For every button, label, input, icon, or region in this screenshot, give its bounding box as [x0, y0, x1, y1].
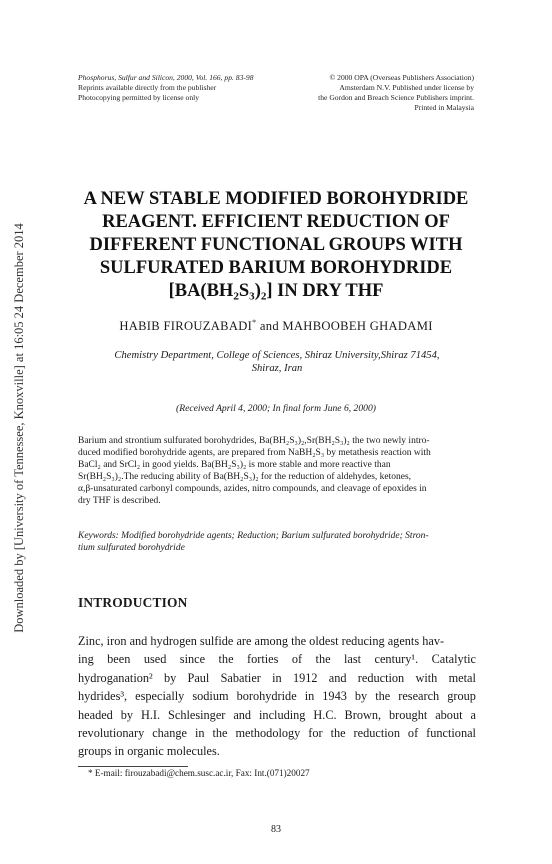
affiliation-line: Chemistry Department, College of Sciences, Shiraz University,Shiraz 71454, [114, 350, 440, 361]
body-line [78, 687, 476, 705]
copyright-notice [318, 73, 474, 113]
body-word: with [415, 670, 438, 685]
body-word: Catalytic [431, 652, 476, 667]
title-line: A NEW STABLE MODIFIED BOROHYDRIDE [83, 189, 469, 209]
body-word: by [163, 670, 177, 685]
introduction-text [78, 632, 476, 761]
body-word: sodium [192, 689, 229, 704]
affiliation-line: Shiraz, Iran [251, 363, 303, 374]
abstract-line: duced modified borohydride agents, are prepared from NaBH₂S₃ by metathesis reaction with [78, 447, 431, 458]
body-word: methodology [235, 726, 301, 741]
abstract-line: Barium and strontium sulfurated borohydrides, Ba(BH₂S₃)₂,Sr(BH₂S₃)₂ the two newly intro- [78, 436, 430, 446]
body-word: ing [78, 652, 94, 667]
footnote: * E-mail: firouzabadi@chem.susc.ac.ir, Fax: Int.(071)20027 [88, 768, 310, 778]
abstract [78, 436, 476, 507]
title-line: REAGENT. EFFICIENT REDUCTION OF [102, 212, 450, 232]
citation-line: Reprints available directly from the publisher [78, 83, 217, 92]
body-word: Paul [187, 670, 210, 685]
body-word: a [470, 707, 476, 722]
body-word: especially [135, 689, 185, 704]
title-line: DIFFERENT FUNCTIONAL GROUPS WITH [89, 235, 463, 255]
body-word: used [143, 652, 167, 667]
abstract-line: Sr(BH₂S₃)₂.The reducing ability of Ba(BH₂S₃)₂ for the reduction of aldehydes, ketones, [78, 471, 412, 482]
corresponding-author-mark: * [252, 318, 257, 327]
body-word: including [259, 707, 306, 722]
body-word: H.C. [313, 707, 337, 722]
body-word: H.I. [140, 707, 161, 722]
body-word: hydrides³, [78, 689, 128, 704]
body-word: century¹. [374, 652, 419, 667]
author-name: HABIB FIROUZABADI [119, 319, 253, 334]
body-word: and [328, 670, 347, 685]
body-word: Sabatier [220, 670, 261, 685]
body-word: the [330, 726, 346, 741]
body-word: reduction [357, 670, 405, 685]
body-word: for [308, 726, 323, 741]
body-word: the [315, 652, 331, 667]
body-word: of [407, 726, 419, 741]
body-word: 1943 [322, 689, 347, 704]
body-word: been [107, 652, 131, 667]
body-word: forties [246, 652, 279, 667]
title-line: SULFURATED BARIUM BOROHYDRIDE [99, 258, 453, 278]
body-word: functional [426, 726, 476, 741]
abstract-line: α,β-unsaturated carbonyl compounds, azides, nitro compounds, and cleavage of epoxides in [78, 483, 427, 494]
body-line [78, 669, 476, 687]
body-word: the [375, 689, 391, 704]
abstract-line: dry THF is described. [78, 495, 161, 506]
body-word: change [152, 726, 188, 741]
keywords [78, 530, 476, 554]
body-word: Schlesinger [168, 707, 226, 722]
body-word: in [194, 726, 205, 741]
body-word: metal [448, 670, 476, 685]
body-word: since [179, 652, 206, 667]
body-word: groups in organic molecules. [78, 744, 220, 759]
body-word: and [233, 707, 252, 722]
citation-line: Phosphorus, Sulfur and Silicon, 2000, Vol. 166, pp. 83-98 [78, 73, 254, 82]
author-conjunction: and [256, 319, 283, 334]
body-word: of [291, 652, 303, 667]
section-heading: INTRODUCTION [78, 595, 188, 610]
body-line [78, 650, 476, 668]
author-name: MAHBOOBEH GHADAMI [282, 319, 433, 334]
body-word: Brown, [344, 707, 382, 722]
copyright-line: © 2000 OPA (Overseas Publishers Association) [329, 73, 474, 82]
body-word: borohydride [236, 689, 297, 704]
author-list [0, 318, 552, 334]
body-word: last [344, 652, 362, 667]
body-word: by [354, 689, 368, 704]
copyright-line: the Gordon and Breach Science Publishers imprint. [318, 93, 474, 102]
abstract-line: BaCl₂ and SrCl₂ in good yields. Ba(BH₂S₃)₂ is more stable and more reactive than [78, 459, 391, 470]
body-word: research [398, 689, 440, 704]
body-word: group [447, 689, 476, 704]
page-number: 83 [271, 824, 281, 835]
body-word: the [218, 652, 234, 667]
footnote-divider [78, 766, 188, 767]
body-word: Zinc, iron and hydrogen sulfide are among the oldest reducing agents hav- [78, 634, 445, 648]
keywords-line: tium sulfurated borohydride [78, 543, 185, 553]
copyright-line: Printed in Malaysia [414, 103, 474, 112]
body-line [78, 742, 476, 760]
journal-citation [78, 73, 254, 103]
body-word: in [272, 670, 282, 685]
body-word: revolutionary [78, 726, 145, 741]
affiliation [78, 349, 476, 375]
body-word: in [304, 689, 315, 704]
body-line [78, 706, 476, 724]
citation-line: Photocopying permitted by license only [78, 93, 200, 102]
body-word: hydroganation² [78, 670, 153, 685]
received-dates: (Received April 4, 2000; In final form June 6, 2000) [176, 403, 376, 414]
body-word: brought [389, 707, 428, 722]
body-line [78, 632, 476, 650]
body-word: headed [78, 707, 113, 722]
body-word: reduction [353, 726, 400, 741]
download-watermark: Downloaded by [University of Tennessee, Knoxville] at 16:05 24 December 2014 [12, 223, 26, 633]
body-word: the [212, 726, 228, 741]
body-line [78, 724, 476, 742]
body-word: 1912 [292, 670, 318, 685]
body-word: by [120, 707, 134, 722]
copyright-line: Amsterdam N.V. Published under license by [339, 83, 474, 92]
title-line: [BA(BH₂S₃)₂] IN DRY THF [168, 281, 384, 301]
body-word: about [435, 707, 463, 722]
keywords-line: Keywords: Modified borohydride agents; Reduction; Barium sulfurated borohydride; Stron- [78, 531, 429, 541]
paper-title [60, 188, 492, 303]
